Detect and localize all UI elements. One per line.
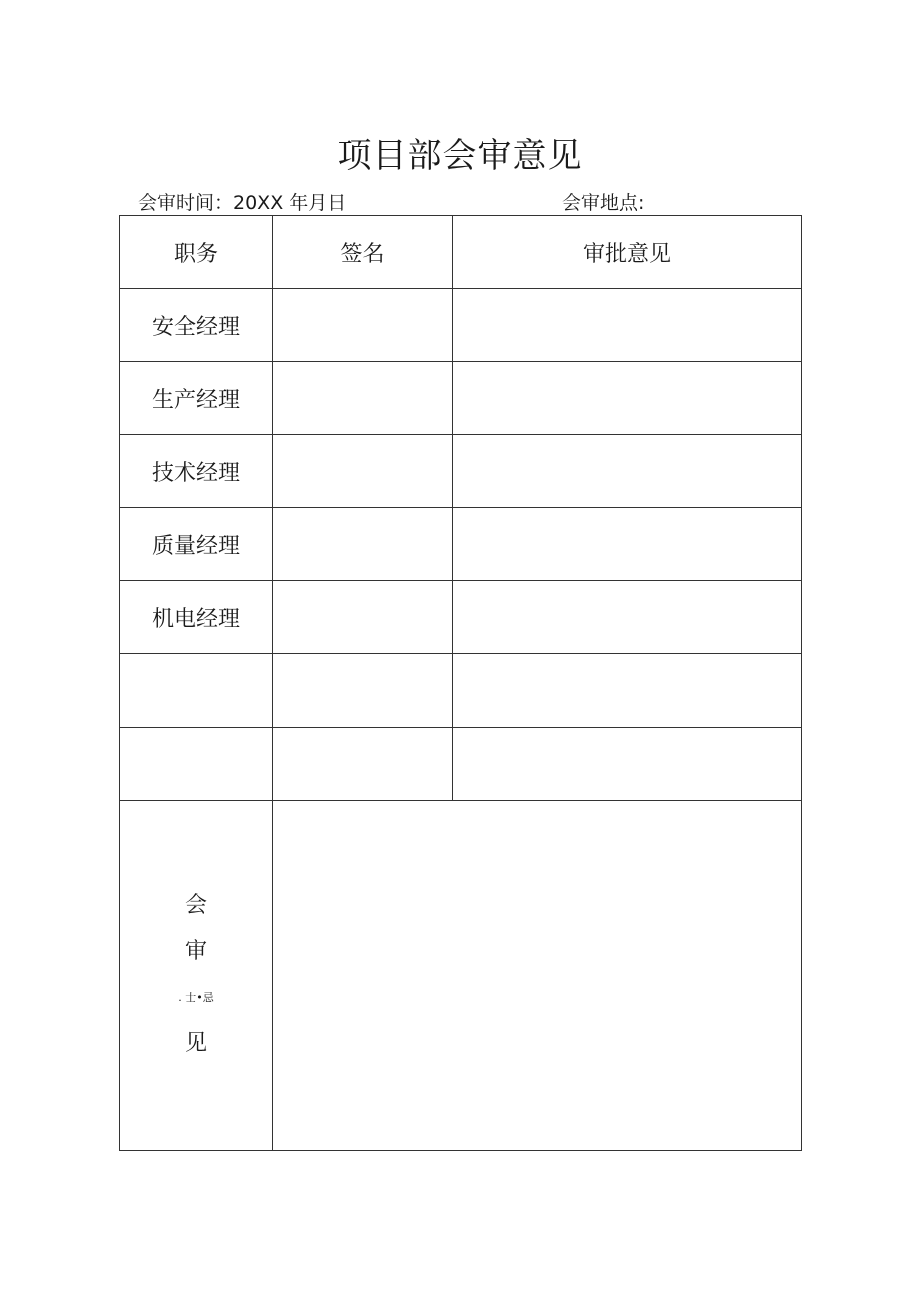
review-form-table (119, 215, 802, 1151)
signature-cell[interactable] (273, 581, 453, 654)
opinion-cell[interactable] (453, 435, 802, 508)
opinion-cell[interactable] (453, 727, 802, 800)
opinion-cell[interactable] (453, 362, 802, 435)
opinion-cell[interactable] (453, 508, 802, 581)
signature-cell[interactable] (273, 727, 453, 800)
page-title: 项目部会审意见 (337, 136, 583, 176)
header-opinion: 审批意见 (453, 216, 802, 289)
signature-cell[interactable] (273, 362, 453, 435)
table-row (120, 654, 802, 727)
signature-cell[interactable] (273, 508, 453, 581)
table-header-row (120, 216, 802, 289)
summary-row (120, 800, 802, 1150)
summary-label (120, 883, 272, 1067)
header-role: 职务 (120, 216, 273, 289)
signature-cell[interactable] (273, 654, 453, 727)
summary-content-cell[interactable] (273, 800, 802, 1150)
table-row (120, 508, 802, 581)
summary-label-char: 会 (184, 893, 207, 919)
table-row (120, 435, 802, 508)
signature-cell[interactable] (273, 289, 453, 362)
role-cell: 质量经理 (120, 508, 273, 581)
review-place-label: 会审地点: (562, 192, 645, 214)
summary-label-char: . 士•忌 (178, 991, 214, 1005)
signature-cell[interactable] (273, 435, 453, 508)
opinion-cell[interactable] (453, 654, 802, 727)
table-row (120, 581, 802, 654)
table-row (120, 362, 802, 435)
table-row (120, 727, 802, 800)
opinion-cell[interactable] (453, 581, 802, 654)
role-cell: 技术经理 (120, 435, 273, 508)
table-row (120, 289, 802, 362)
role-cell[interactable] (120, 727, 273, 800)
summary-label-char: 审 (184, 939, 207, 965)
summary-label-char: 见 (184, 1031, 207, 1057)
review-time-label: 会审时间：20XX 年月日 (138, 192, 347, 214)
role-cell: 机电经理 (120, 581, 273, 654)
role-cell: 生产经理 (120, 362, 273, 435)
summary-label-cell (120, 800, 273, 1150)
role-cell[interactable] (120, 654, 273, 727)
opinion-cell[interactable] (453, 289, 802, 362)
header-signature: 签名 (273, 216, 453, 289)
role-cell: 安全经理 (120, 289, 273, 362)
